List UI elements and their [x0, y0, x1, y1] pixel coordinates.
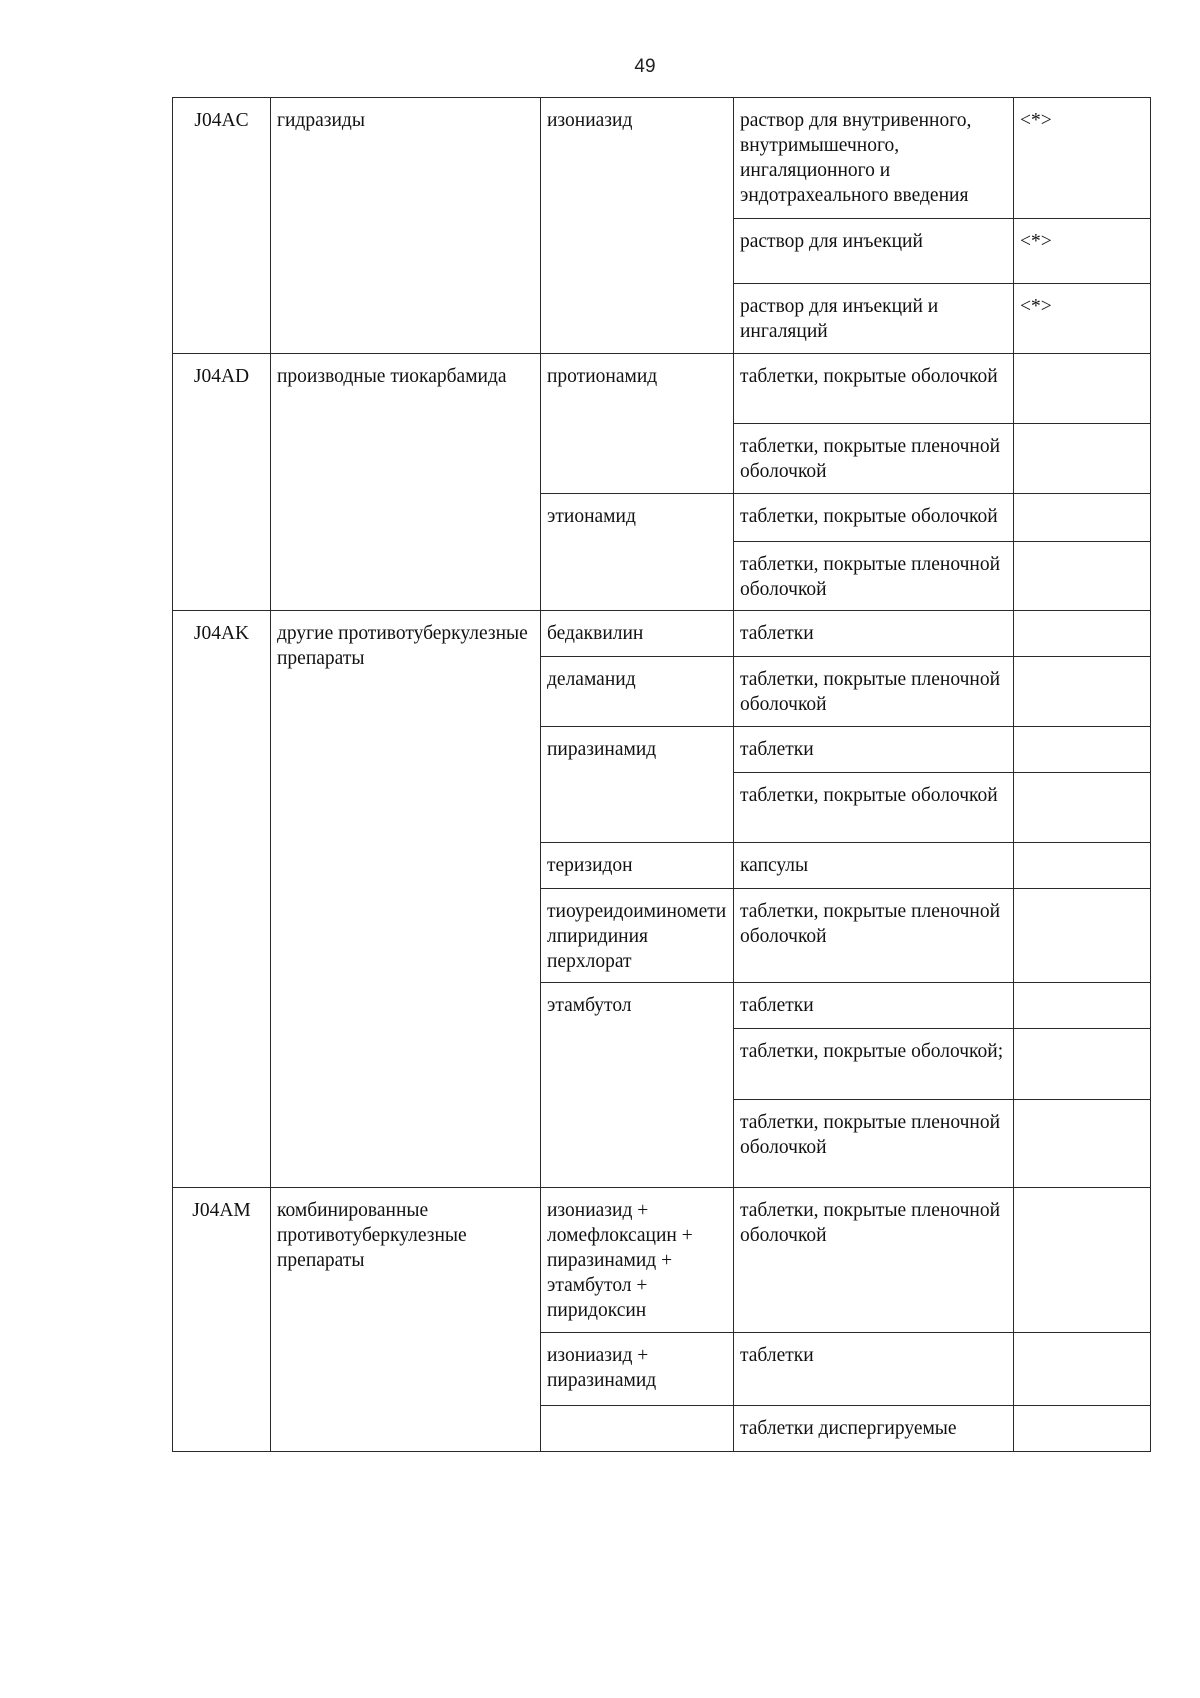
note-cell: [1014, 983, 1151, 1029]
note-cell: [1014, 773, 1151, 843]
atc-code-cell: J04AC: [173, 98, 271, 354]
dosage-form-cell: таблетки: [734, 1333, 1014, 1406]
dosage-form-cell: раствор для инъекций и ингаляций: [734, 284, 1014, 354]
drug-name-cell: бедаквилин: [541, 611, 734, 657]
dosage-form-cell: раствор для инъекций: [734, 219, 1014, 284]
drug-name-cell: этамбутол: [541, 983, 734, 1188]
dosage-form-cell: таблетки, покрытые оболочкой;: [734, 1029, 1014, 1100]
drug-name-cell: протионамид: [541, 354, 734, 494]
dosage-form-cell: таблетки, покрытые оболочкой: [734, 494, 1014, 542]
dosage-form-cell: таблетки, покрытые пленочной оболочкой: [734, 1188, 1014, 1333]
drug-name-cell: изониазид + пиразинамид: [541, 1333, 734, 1406]
atc-group-name-cell: комбинированные противотуберкулезные препараты: [271, 1188, 541, 1452]
dosage-form-cell: таблетки, покрытые пленочной оболочкой: [734, 542, 1014, 611]
note-cell: [1014, 1100, 1151, 1188]
dosage-form-cell: капсулы: [734, 843, 1014, 889]
atc-code-cell: J04AD: [173, 354, 271, 611]
dosage-form-cell: таблетки, покрытые пленочной оболочкой: [734, 424, 1014, 494]
drug-name-cell: тиоуреидоиминометилпиридиния перхлорат: [541, 889, 734, 983]
drug-name-cell: пиразинамид: [541, 727, 734, 843]
drug-name-cell: этионамид: [541, 494, 734, 611]
note-cell: [1014, 1406, 1151, 1452]
atc-group-name-cell: производные тиокарбамида: [271, 354, 541, 611]
table-row: [173, 354, 1151, 424]
note-cell: [1014, 889, 1151, 983]
dosage-form-cell: таблетки, покрытые пленочной оболочкой: [734, 1100, 1014, 1188]
drug-name-cell: изониазид: [541, 98, 734, 354]
atc-group-name-cell: другие противотуберкулезные препараты: [271, 611, 541, 1188]
table-row: [173, 98, 1151, 219]
dosage-form-cell: таблетки, покрытые оболочкой: [734, 773, 1014, 843]
note-cell: [1014, 727, 1151, 773]
note-cell: [1014, 542, 1151, 611]
note-cell: <*>: [1014, 219, 1151, 284]
dosage-form-cell: таблетки диспергируемые: [734, 1406, 1014, 1452]
dosage-form-cell: таблетки: [734, 983, 1014, 1029]
atc-group-name-cell: гидразиды: [271, 98, 541, 354]
atc-code-cell: J04AK: [173, 611, 271, 1188]
note-cell: <*>: [1014, 284, 1151, 354]
drug-name-cell: изониазид + ломефлоксацин + пиразинамид + этамбутол + пиридоксин: [541, 1188, 734, 1333]
drug-name-cell: теризидон: [541, 843, 734, 889]
note-cell: [1014, 1333, 1151, 1406]
note-cell: [1014, 424, 1151, 494]
dosage-form-cell: таблетки, покрытые оболочкой: [734, 354, 1014, 424]
dosage-form-cell: раствор для внутривенного, внутримышечного, ингаляционного и эндотрахеального введения: [734, 98, 1014, 219]
dosage-form-cell: таблетки, покрытые пленочной оболочкой: [734, 657, 1014, 727]
medication-table: [172, 97, 1151, 1452]
dosage-form-cell: таблетки: [734, 611, 1014, 657]
note-cell: [1014, 611, 1151, 657]
page-number: 49: [634, 56, 656, 77]
note-cell: [1014, 494, 1151, 542]
table-row: [173, 1188, 1151, 1333]
note-cell: <*>: [1014, 98, 1151, 219]
medication-table-body: [173, 98, 1151, 1452]
note-cell: [1014, 657, 1151, 727]
table-row: [173, 611, 1151, 657]
drug-name-cell: деламанид: [541, 657, 734, 727]
atc-code-cell: J04AM: [173, 1188, 271, 1452]
dosage-form-cell: таблетки: [734, 727, 1014, 773]
note-cell: [1014, 354, 1151, 424]
note-cell: [1014, 843, 1151, 889]
note-cell: [1014, 1029, 1151, 1100]
dosage-form-cell: таблетки, покрытые пленочной оболочкой: [734, 889, 1014, 983]
note-cell: [1014, 1188, 1151, 1333]
drug-name-cell: [541, 1406, 734, 1452]
